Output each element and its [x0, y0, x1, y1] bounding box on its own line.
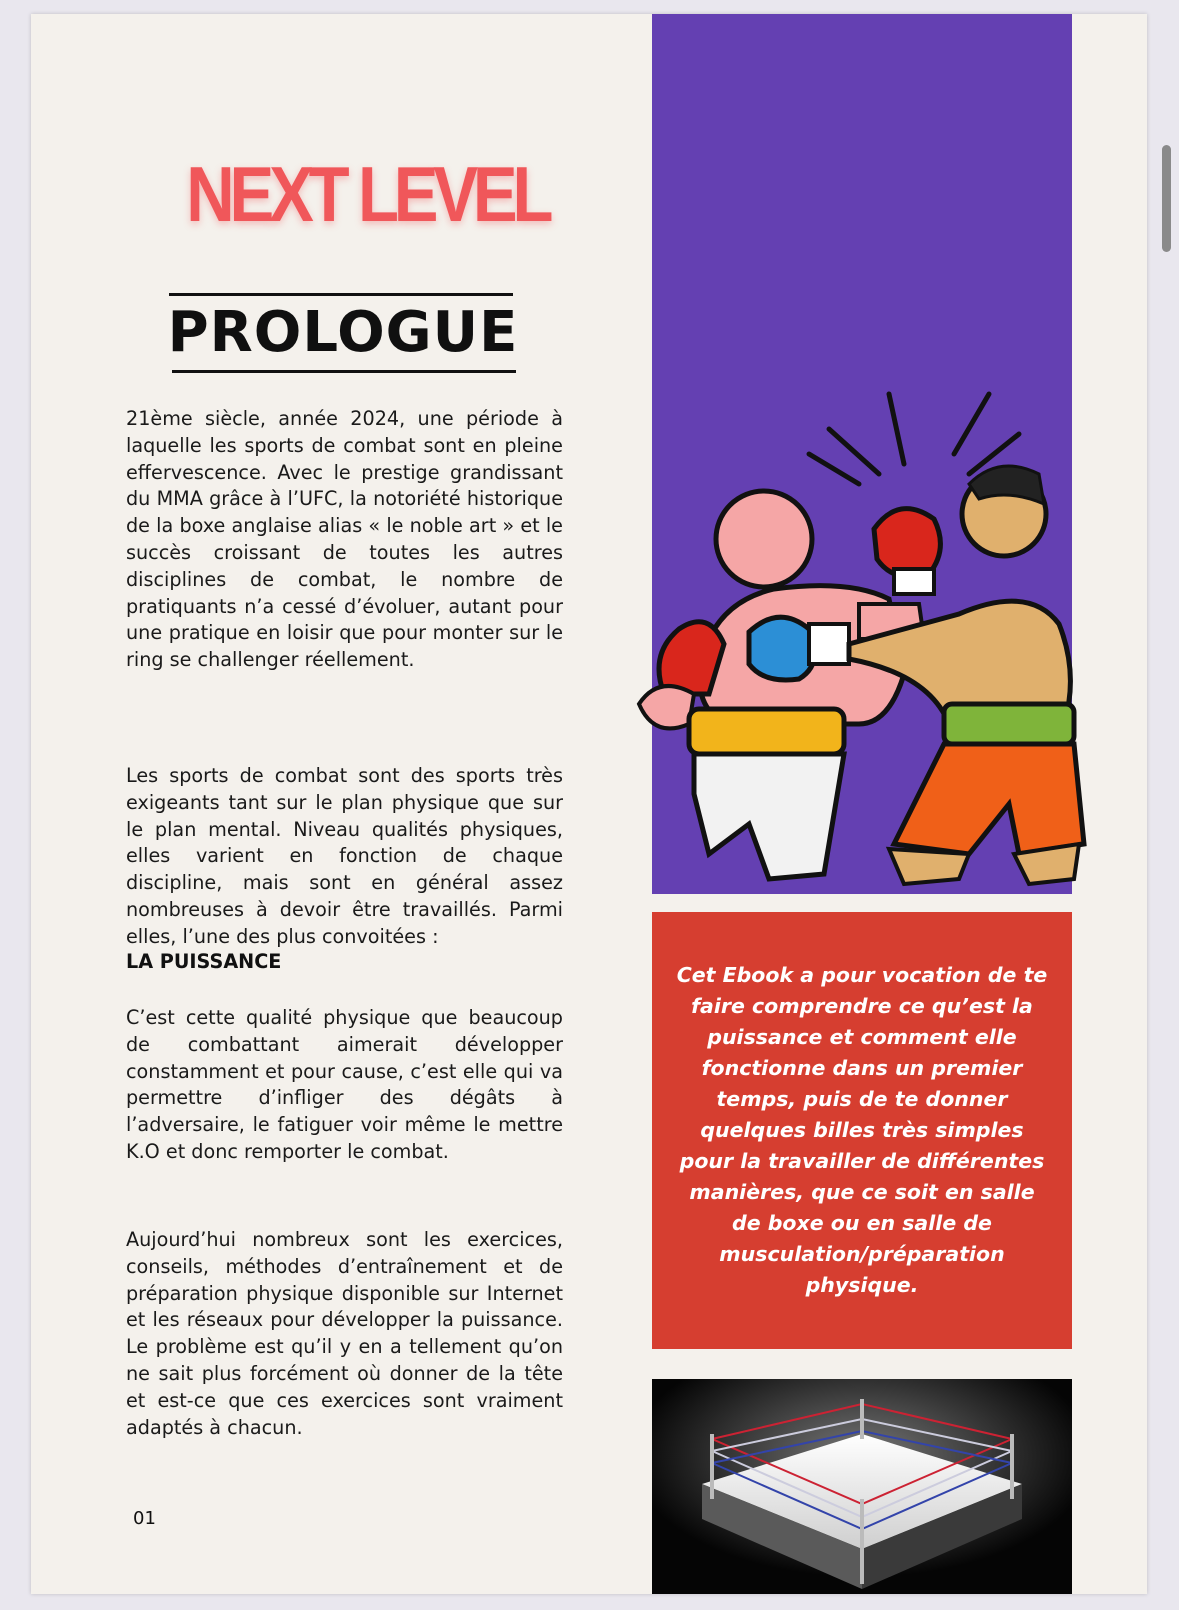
- boxers-punch-illustration: [559, 374, 1115, 914]
- heading-rule-top: [169, 293, 513, 296]
- emphasis-la-puissance: LA PUISSANCE: [126, 950, 282, 973]
- callout-box: [652, 912, 1072, 1349]
- scrollbar-thumb[interactable]: [1162, 145, 1171, 252]
- page-number: 01: [133, 1508, 156, 1529]
- next-level-logo: NEXT LEVEL: [186, 150, 549, 238]
- boxing-ring-illustration: [652, 1379, 1072, 1594]
- paragraph-physical-qualities: Les sports de combat sont des sports très exigeants tant sur le plan physique que sur le plan mental. Niveau qualités physiques, elles varient en fonction de chaque discipline, mais sont en général assez nombreuses à devoir être travaillés. Parmi elles, l’une des plus convoitées :: [126, 764, 563, 948]
- ebook-page: [31, 14, 1147, 1594]
- paragraph-intro: 21ème siècle, année 2024, une période à laquelle les sports de combat sont en pleine effervescence. Avec le prestige grandissant du MMA grâce à l’UFC, la notoriété historique de la boxe anglaise alias « le noble art » et le succès croissant de toutes les autres disciplines de combat, le nombre de pratiquants n’a cessé d’évoluer, autant pour une pratique en loisir que pour monter sur le ring se challenger réellement.: [126, 407, 563, 672]
- paragraph-puissance: C’est cette qualité physique que beaucoup de combattant aimerait développer constamment et pour cause, c’est elle qui va permettre d’infliger des dégâts à l’adversaire, le fatiguer voir même le mettre K.O et donc remporter le combat.: [126, 1006, 563, 1163]
- boxing-ring-image: [652, 1379, 1072, 1594]
- page-title: PROLOGUE: [167, 300, 519, 365]
- paragraph-internet-methods: Aujourd’hui nombreux sont les exercices, conseils, méthodes d’entraînement et de préparation physique disponible sur Internet et les réseaux pour développer la puissance. Le problème est qu’il y en a tellement qu’on ne sait plus forcément où donner de la tête et est-ce que ces exercices sont vraiment adaptés à chacun.: [126, 1228, 563, 1439]
- heading-rule-bottom: [172, 370, 516, 373]
- callout-text: Cet Ebook a pour vocation de te faire comprendre ce qu’est la puissance et comment elle fonctionne dans un premier temps, puis de te donner quelques billes très simples pour la travailler de différentes manières, que ce soit en salle de boxe ou en salle de musculation/préparation physique.: [676, 963, 1048, 1297]
